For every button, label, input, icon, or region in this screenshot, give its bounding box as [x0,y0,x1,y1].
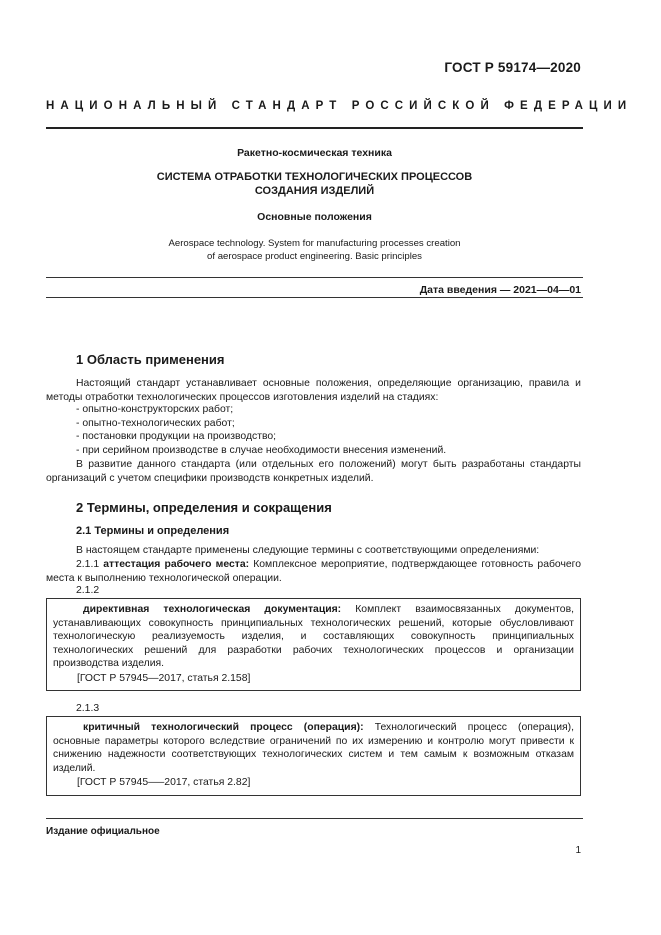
term-2-1-2-text [53,603,574,671]
subsection-2-1-title: 2.1 Термины и определения [76,525,230,537]
title-rule [46,277,583,278]
introduction-date: Дата введения — 2021—04—01 [419,284,581,296]
date-rule [46,297,583,298]
official-edition-label: Издание официальное [46,826,160,837]
term-definition: Комплексное мероприятие, подтверждающее готовность рабочего места к выполнению технологической операции. [46,559,582,584]
section-1-title: 1 Область применения [76,352,225,367]
field-title: Ракетно-космическая техника [237,147,392,159]
standard-header: НАЦИОНАЛЬНЫЙ СТАНДАРТ РОССИЙСКОЙ ФЕДЕРАЦИИ [46,100,633,112]
term-2-1-2-number: 2.1.2 [76,585,100,596]
term-2-1-3-box [46,716,581,796]
term-2-1-1 [46,558,581,585]
footer-rule [46,818,583,819]
term-2-1-3-number: 2.1.3 [76,703,100,714]
term-source: [ГОСТ Р 57945—2017, статья 2.158] [77,672,251,684]
main-title-line1: СИСТЕМА ОТРАБОТКИ ТЕХНОЛОГИЧЕСКИХ ПРОЦЕССОВ [156,171,473,183]
list-item: - опытно-конструкторских работ; [76,404,234,415]
section-2-title: 2 Термины, определения и сокращения [76,500,332,515]
terms-intro: В настоящем стандарте применены следующие термины с соответствующими определениями: [76,545,540,556]
term-name: директивная технологическая документация: [83,604,342,615]
term-number: 2.1.1 [76,559,100,570]
standard-number: ГОСТ Р 59174—2020 [444,60,581,75]
header-rule [46,127,583,129]
english-title-line2: of aerospace product engineering. Basic principles [207,251,422,262]
term-definition: Комплект взаимосвязанных документов, устанавливающих совокупность принципиальных технологических решений, которые обусловливают технологическую реализуемость изделия, и составляющих совокупность принципиальных технологических решений для разработки рабочих технологических процессов и организации производства изделия. [53,604,574,670]
section-1-paragraph-1: Настоящий стандарт устанавливает основные положения, определяющие организацию, правила и методы отработки технологических процессов изготовления изделий на стадиях: [46,378,581,403]
term-name: аттестация рабочего места: [103,559,250,570]
subtitle: Основные положения [257,211,372,223]
term-definition: Технологический процесс (операция), основные параметры которого вследствие ограничений по их измерению и контролю могут привести к снижению надежности соответствующих технологических систем и тем самым к возможным отказам изделий. [53,722,574,774]
page-number: 1 [575,845,581,856]
list-item: - при серийном производстве в случае необходимости внесения изменений. [76,445,447,456]
list-item: - постановки продукции на производство; [76,431,277,442]
list-item: - опытно-технологических работ; [76,418,235,429]
section-1-paragraph-2: В развитие данного стандарта (или отдельных его положений) могут быть разработаны стандарты организаций с учетом специфики производств конкретных изделий. [46,459,581,484]
term-2-1-2-box [46,598,581,691]
english-title-line1: Aerospace technology. System for manufacturing processes creation [168,238,461,249]
term-source: [ГОСТ Р 57945—–2017, статья 2.82] [77,777,251,789]
term-name: критичный технологический процесс (операция): [83,722,364,733]
term-2-1-3-text [53,721,574,775]
main-title-line2: СОЗДАНИЯ ИЗДЕЛИЙ [254,185,375,197]
